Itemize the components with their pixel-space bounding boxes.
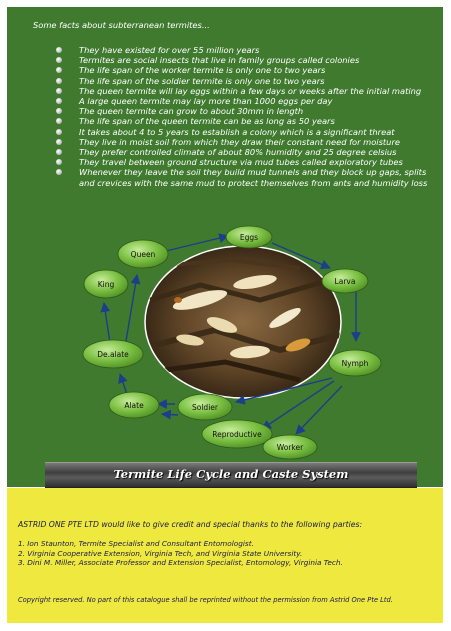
fact-text: They travel between ground structure via mud tubes called exploratory tubes — [79, 157, 403, 168]
intro-text: Some facts about subterranean termites... — [33, 20, 210, 30]
node-worker-label: Worker — [276, 443, 304, 452]
node-queen-label: Queen — [130, 250, 156, 259]
fact-text: It takes about 4 to 5 years to establish a colony which is a significant threat — [79, 126, 395, 137]
node-larva-label: Larva — [334, 277, 356, 286]
node-soldier — [178, 394, 232, 420]
fact-text: The queen termite can grow to about 30mm in length — [79, 106, 304, 117]
fact-text: The life span of the queen termite can be as long as 50 years — [79, 116, 335, 127]
fact-text: A large queen termite may lay more than 1000 eggs per day — [79, 96, 333, 107]
node-worker — [263, 435, 317, 459]
node-dealate — [83, 340, 143, 368]
credits-list — [18, 539, 343, 568]
node-larva — [322, 269, 368, 293]
node-nymph — [329, 350, 381, 376]
fact-text: The life span of the soldier termite is only one to two years — [79, 75, 325, 86]
fact-text: Termites are social insects that live in family groups called colonies — [79, 55, 360, 66]
node-eggs — [226, 226, 272, 248]
banner-title: Termite Life Cycle and Caste System — [113, 467, 349, 481]
credit-item: 3. Dini M. Miller, Associate Professor and Extension Specialist, Entomology, Virginia Tech. — [18, 558, 343, 568]
fact-text: The queen termite will lay eggs within a few days or weeks after the initial mating — [79, 85, 422, 96]
node-queen — [118, 240, 168, 268]
node-king — [84, 270, 128, 298]
copyright-notice: Copyright reserved. No part of this catalogue shall be reprinted without the permission from Astrid One Pte Ltd. — [18, 596, 393, 604]
credits-intro: ASTRID ONE PTE LTD would like to give credit and special thanks to the following parties: — [18, 520, 363, 529]
termite-photo — [145, 246, 341, 398]
node-reproductive-label: Reproductive — [212, 430, 262, 439]
node-reproductive — [202, 420, 272, 448]
fact-text: They prefer controlled climate of about 80% humidity and 25 degree celsius — [79, 147, 397, 158]
node-dealate-label: De.alate — [97, 350, 129, 359]
node-nymph-label: Nymph — [341, 359, 369, 368]
node-eggs-label: Eggs — [239, 233, 259, 242]
fact-text: They live in moist soil from which they draw their constant need for moisture — [79, 136, 400, 147]
fact-text: They have existed for over 55 million years — [79, 45, 260, 55]
node-king-label: King — [97, 280, 115, 289]
title-banner — [45, 462, 417, 488]
fact-text: The life span of the worker termite is only one to two years — [79, 65, 326, 76]
fact-text: Whenever they leave the soil they build mud tunnels and they block up gaps, splits and crevices with the same mud to protect themselves from ants and humidity loss — [79, 167, 428, 188]
node-soldier-label: Soldier — [192, 403, 218, 412]
node-alate-label: Alate — [124, 401, 144, 410]
credit-item: 1. Ion Staunton, Termite Specialist and Consultant Entomologist. — [18, 539, 254, 548]
credit-item: 2. Virginia Cooperative Extension, Virginia Tech, and Virginia State University. — [18, 548, 303, 558]
node-alate — [109, 392, 159, 418]
